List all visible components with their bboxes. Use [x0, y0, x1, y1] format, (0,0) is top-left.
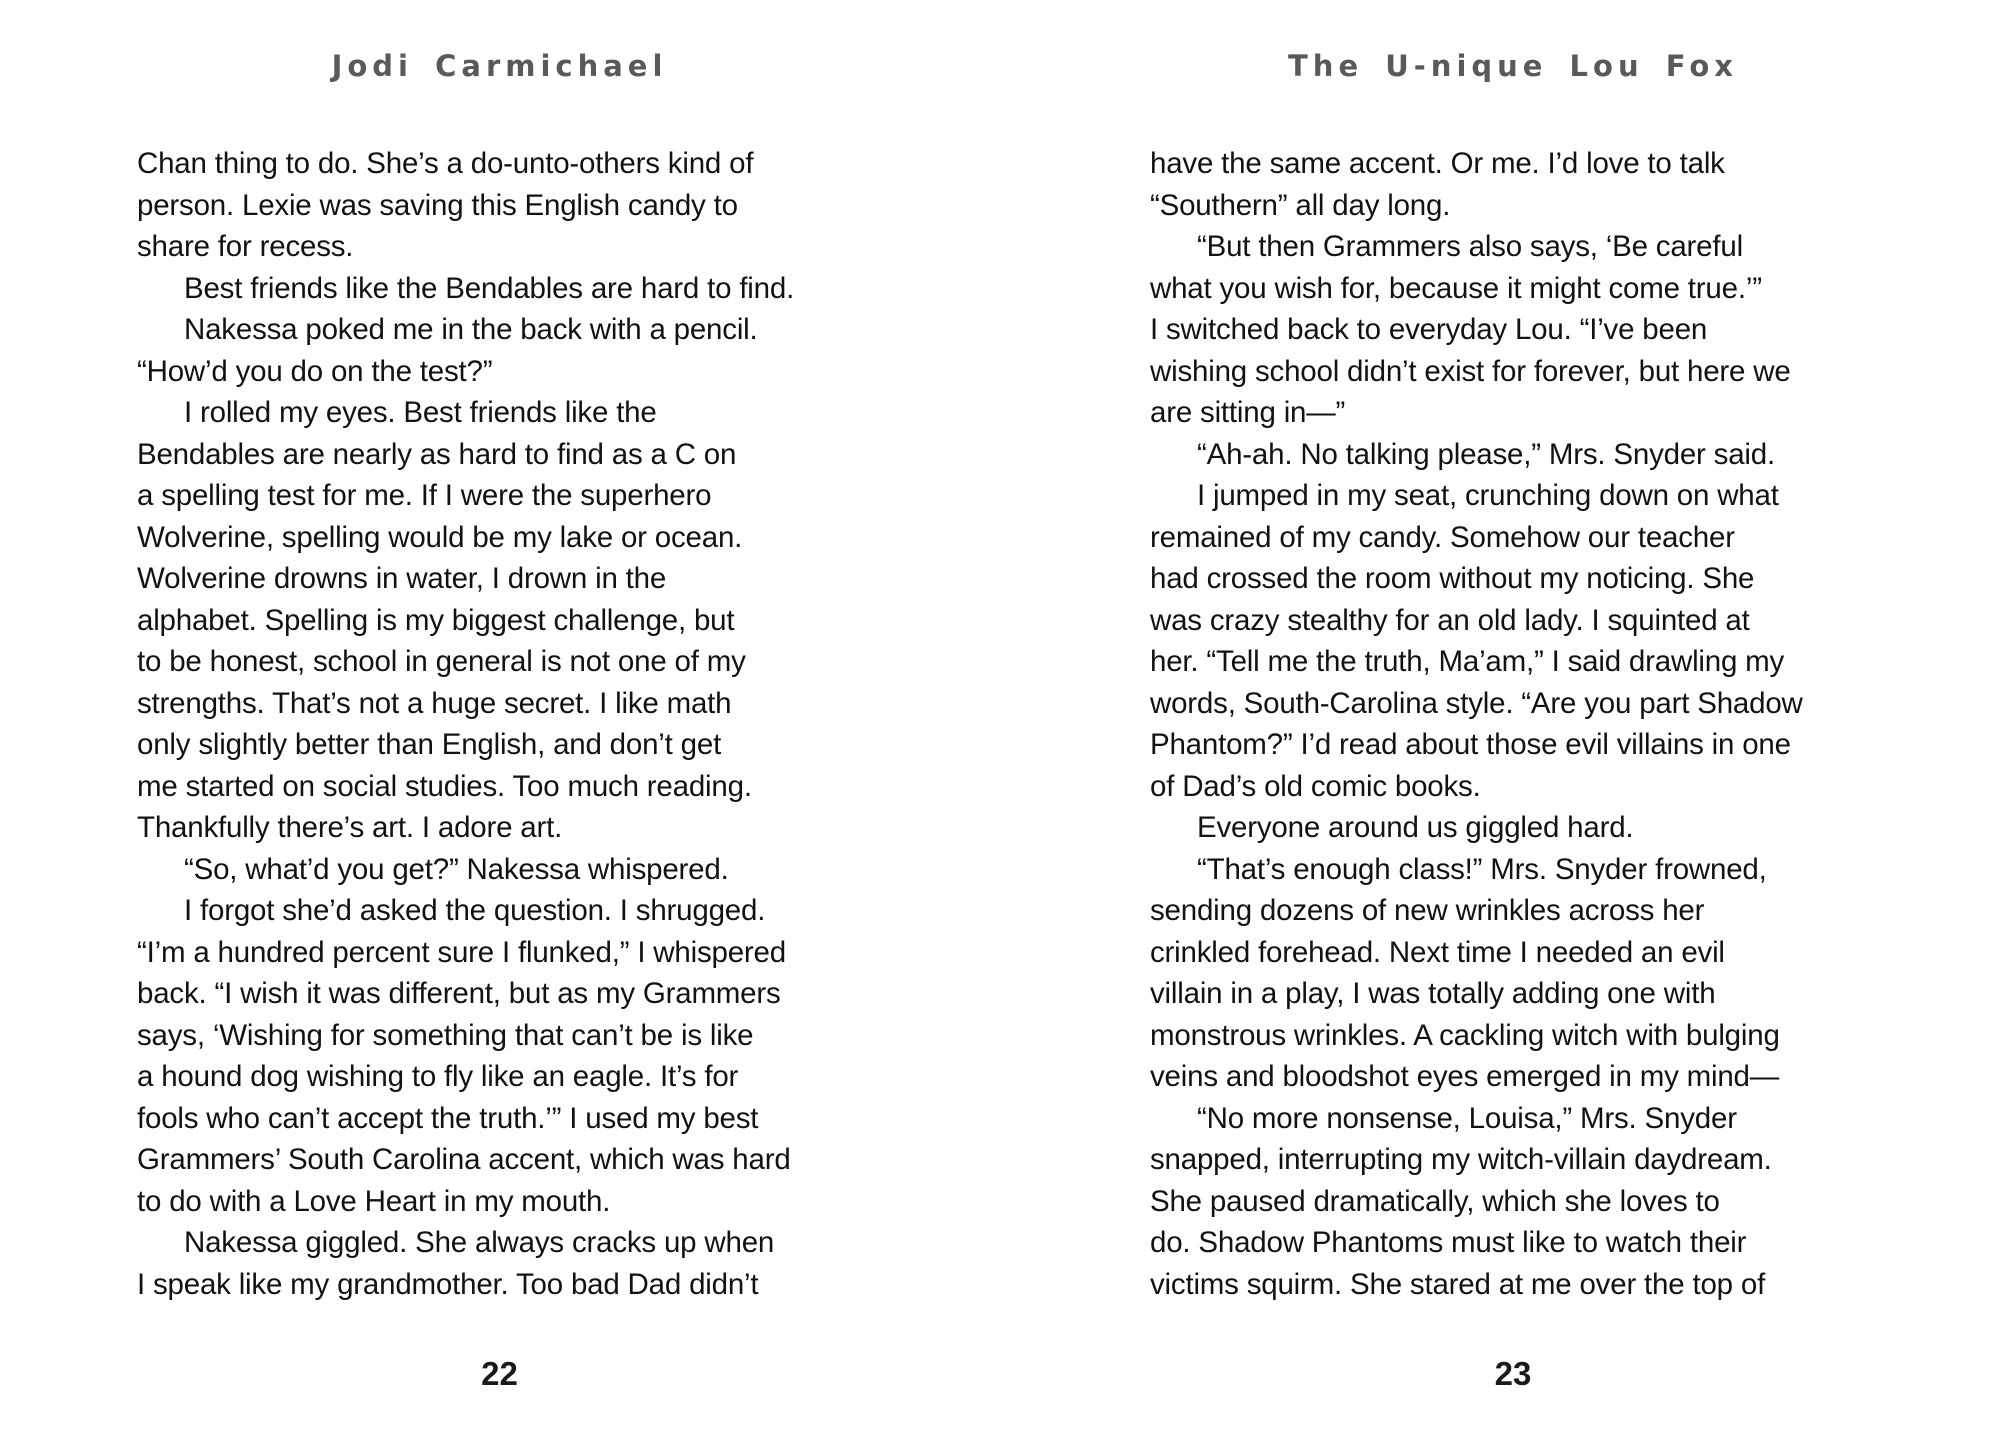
- text-line: to be honest, school in general is not one of my: [137, 645, 746, 678]
- text-line: I jumped in my seat, crunching down on what: [1197, 479, 1779, 512]
- text-line: back. “I wish it was different, but as my Grammers: [137, 977, 781, 1010]
- page-right: [1150, 0, 1876, 1455]
- text-line: her. “Tell me the truth, Ma’am,” I said drawling my: [1150, 645, 1785, 678]
- text-line: fools who can’t accept the truth.’” I used my best: [137, 1101, 759, 1135]
- text-line: Nakessa poked me in the back with a pencil.: [184, 313, 758, 346]
- text-line: “But then Grammers also says, ‘Be careful: [1197, 230, 1743, 263]
- text-line: “Ah-ah. No talking please,” Mrs. Snyder said.: [1197, 437, 1775, 471]
- text-line: sending dozens of new wrinkles across her: [1150, 894, 1705, 927]
- text-line: me started on social studies. Too much reading.: [137, 769, 752, 803]
- text-line: strengths. That’s not a huge secret. I like math: [137, 686, 732, 720]
- page-number-right: 23: [1494, 1355, 1532, 1392]
- running-header-author: Jodi Carmichael: [331, 49, 668, 83]
- text-line: what you wish for, because it might come true.’”: [1150, 271, 1762, 305]
- text-line: remained of my candy. Somehow our teacher: [1150, 520, 1735, 554]
- text-line: are sitting in—”: [1150, 396, 1346, 429]
- text-line: to do with a Love Heart in my mouth.: [137, 1184, 611, 1218]
- text-line: veins and bloodshot eyes emerged in my mind—: [1150, 1060, 1780, 1093]
- page-right-body: [1150, 143, 1876, 1305]
- text-line: do. Shadow Phantoms must like to watch their: [1150, 1226, 1747, 1259]
- text-line: had crossed the room without my noticing. She: [1150, 562, 1755, 595]
- text-line: Wolverine drowns in water, I drown in the: [137, 562, 667, 595]
- text-line: share for recess.: [137, 230, 354, 263]
- text-line: Thankfully there’s art. I adore art.: [137, 811, 563, 844]
- text-line: alphabet. Spelling is my biggest challenge, but: [137, 603, 735, 637]
- text-line: I switched back to everyday Lou. “I’ve been: [1150, 313, 1708, 346]
- text-line: Phantom?” I’d read about those evil villains in one: [1150, 728, 1791, 761]
- running-header-book-title: The U-nique Lou Fox: [1288, 49, 1738, 83]
- text-line: She paused dramatically, which she loves to: [1150, 1184, 1720, 1218]
- text-line: “Southern” all day long.: [1150, 188, 1451, 222]
- text-line: “So, what’d you get?” Nakessa whispered.: [184, 852, 729, 886]
- text-line: “How’d you do on the test?”: [137, 354, 493, 388]
- text-line: of Dad’s old comic books.: [1150, 769, 1481, 803]
- text-line: a hound dog wishing to fly like an eagle. It’s for: [137, 1060, 739, 1093]
- text-line: have the same accent. Or me. I’d love to talk: [1150, 147, 1725, 180]
- page-left-body: [137, 143, 862, 1305]
- text-line: was crazy stealthy for an old lady. I squinted at: [1150, 603, 1750, 637]
- text-line: monstrous wrinkles. A cackling witch with bulging: [1150, 1018, 1780, 1052]
- page-left: [137, 0, 862, 1455]
- text-line: I speak like my grandmother. Too bad Dad didn’t: [137, 1267, 759, 1301]
- text-line: villain in a play, I was totally adding one with: [1150, 977, 1716, 1010]
- text-line: Chan thing to do. She’s a do-unto-others kind of: [137, 147, 754, 180]
- text-line: Grammers’ South Carolina accent, which was hard: [137, 1143, 791, 1176]
- text-line: “That’s enough class!” Mrs. Snyder frowned,: [1197, 852, 1767, 886]
- text-line: Wolverine, spelling would be my lake or ocean.: [137, 520, 743, 554]
- text-line: victims squirm. She stared at me over the top of: [1150, 1267, 1766, 1301]
- text-line: I rolled my eyes. Best friends like the: [184, 396, 657, 429]
- text-line: a spelling test for me. If I were the superhero: [137, 479, 712, 512]
- text-line: Bendables are nearly as hard to find as a C on: [137, 437, 737, 471]
- text-line: person. Lexie was saving this English candy to: [137, 188, 738, 222]
- text-line: “I’m a hundred percent sure I flunked,” I whispered: [137, 935, 786, 969]
- text-line: Best friends like the Bendables are hard to find.: [184, 271, 795, 305]
- text-line: wishing school didn’t exist for forever, but here we: [1150, 354, 1791, 388]
- text-line: Everyone around us giggled hard.: [1197, 811, 1634, 844]
- page-number-left: 22: [481, 1355, 518, 1392]
- text-line: Nakessa giggled. She always cracks up when: [184, 1226, 775, 1259]
- text-line: crinkled forehead. Next time I needed an evil: [1150, 935, 1725, 969]
- text-line: snapped, interrupting my witch-villain daydream.: [1150, 1143, 1772, 1176]
- text-line: words, South-Carolina style. “Are you part Shadow: [1150, 686, 1803, 720]
- text-line: says, ‘Wishing for something that can’t be is like: [137, 1018, 754, 1052]
- text-line: I forgot she’d asked the question. I shrugged.: [184, 894, 766, 927]
- text-line: “No more nonsense, Louisa,” Mrs. Snyder: [1197, 1101, 1737, 1135]
- text-line: only slightly better than English, and don’t get: [137, 728, 722, 761]
